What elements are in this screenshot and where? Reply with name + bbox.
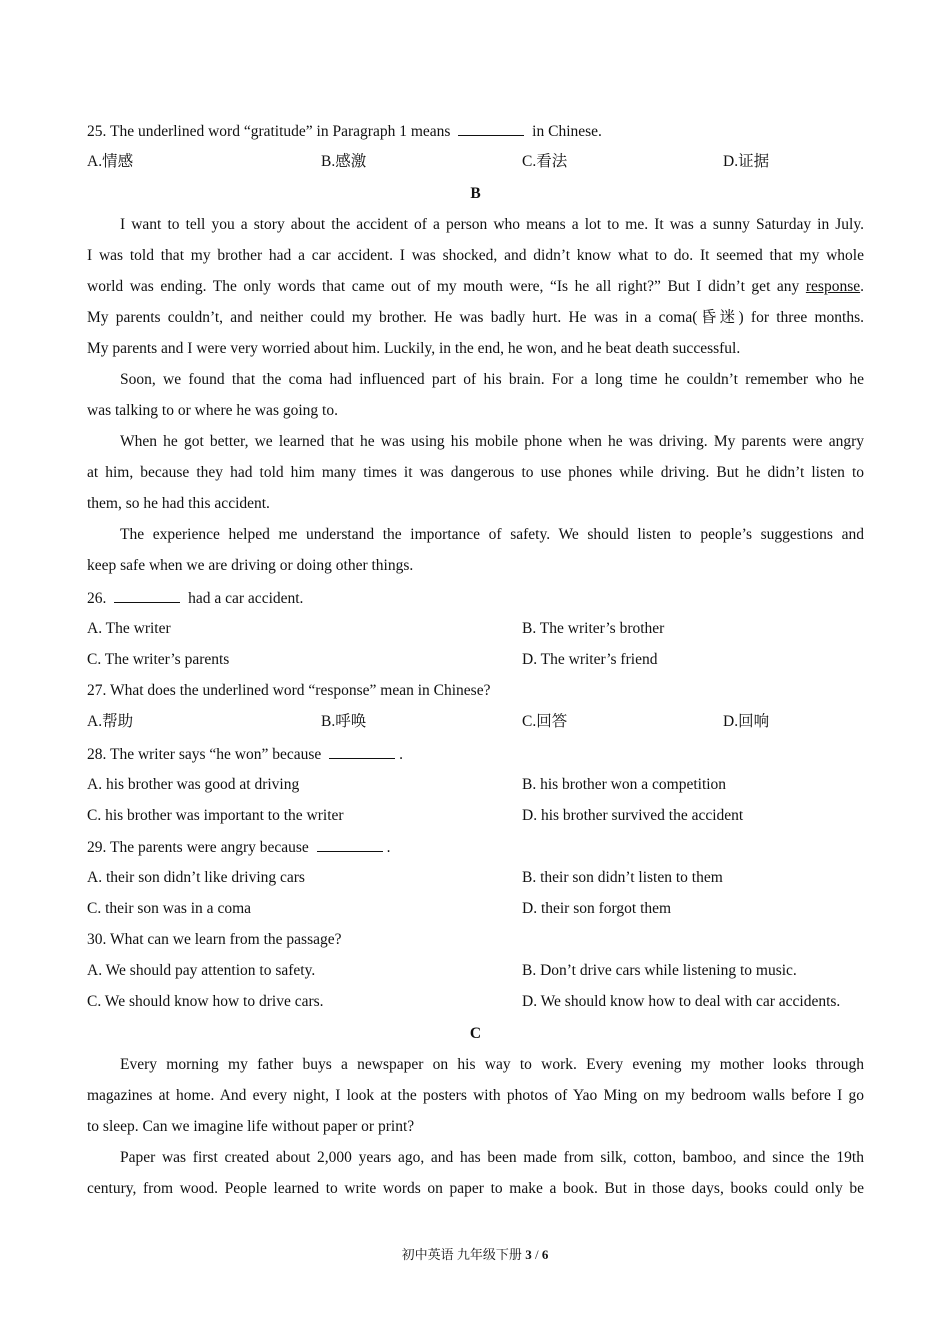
passage-b-line: world was ending. The only words that came out of my mouth were, “Is he all right?” But I didn’t get any response.	[87, 278, 864, 295]
passage-b-line: When he got better, we learned that he was using his mobile phone when he was driving. My parents were angry	[120, 433, 864, 450]
section-c-title: C	[469, 1025, 482, 1042]
passage-c-line: century, from wood. People learned to write words on paper to make a book. But in those days, books could only be	[87, 1180, 864, 1197]
q25-option-b: B.感激	[321, 153, 367, 170]
section-b-title: B	[470, 185, 481, 202]
q25-option-c: C.看法	[522, 153, 568, 170]
q26-option-d: D. The writer’s friend	[522, 651, 658, 668]
passage-b-line: Soon, we found that the coma had influenced part of his brain. For a long time he couldn’t remember who he	[120, 371, 864, 388]
footer-page-total: 6	[541, 1247, 549, 1262]
question-27-stem: 27. What does the underlined word “response” mean in Chinese?	[87, 682, 491, 699]
page-footer	[0, 1246, 950, 1264]
question-28-stem: 28. The writer says “he won” because .	[87, 746, 404, 763]
q30-option-b: B. Don’t drive cars while listening to music.	[522, 962, 797, 979]
passage-b-line: I was told that my brother had a car accident. I was shocked, and didn’t know what to do. It seemed that my whole	[87, 247, 864, 264]
q27-option-d: D.回响	[723, 713, 770, 730]
q29-option-a: A. their son didn’t like driving cars	[87, 869, 305, 886]
passage-b-line: keep safe when we are driving or doing other things.	[87, 557, 414, 574]
q28-option-b: B. his brother won a competition	[522, 776, 727, 793]
passage-c-line: Paper was first created about 2,000 years ago, and has been made from silk, cotton, bamboo, and since the 19th	[120, 1149, 864, 1166]
answer-blank	[317, 837, 383, 852]
passage-c-line: Every morning my father buys a newspaper on his way to work. Every evening my mother looks through	[120, 1056, 864, 1073]
passage-b-line: I want to tell you a story about the accident of a person who means a lot to me. It was a sunny Saturday in July.	[120, 216, 864, 233]
question-25-stem: 25. The underlined word “gratitude” in Paragraph 1 means in Chinese.	[87, 123, 602, 140]
q27-option-a: A.帮助	[87, 713, 134, 730]
q30-option-d: D. We should know how to deal with car accidents.	[522, 993, 841, 1010]
q30-option-a: A. We should pay attention to safety.	[87, 962, 316, 979]
underlined-word-response: response	[805, 278, 861, 295]
passage-b-line: was talking to or where he was going to.	[87, 402, 338, 419]
q26-option-c: C. The writer’s parents	[87, 651, 230, 668]
passage-c-line: magazines at home. And every night, I look at the posters with photos of Yao Ming on my bedroom walls before I go	[87, 1087, 864, 1104]
q26-option-a: A. The writer	[87, 620, 171, 637]
question-29-stem: 29. The parents were angry because .	[87, 839, 391, 856]
q28-option-c: C. his brother was important to the writer	[87, 807, 344, 824]
q29-option-d: D. their son forgot them	[522, 900, 672, 917]
q27-option-b: B.呼唤	[321, 713, 367, 730]
q25-option-a: A.情感	[87, 153, 134, 170]
q29-option-b: B. their son didn’t listen to them	[522, 869, 723, 886]
passage-b-line: them, so he had this accident.	[87, 495, 270, 512]
answer-blank	[329, 744, 395, 759]
answer-blank	[458, 121, 524, 136]
question-30-stem: 30. What can we learn from the passage?	[87, 931, 342, 948]
q28-option-a: A. his brother was good at driving	[87, 776, 300, 793]
footer-separator: /	[534, 1247, 539, 1262]
passage-c-line: to sleep. Can we imagine life without paper or print?	[87, 1118, 415, 1135]
footer-label: 初中英语 九年级下册	[401, 1247, 522, 1262]
answer-blank	[114, 588, 180, 603]
q30-option-c: C. We should know how to drive cars.	[87, 993, 324, 1010]
q29-option-c: C. their son was in a coma	[87, 900, 252, 917]
q25-option-d: D.证据	[723, 153, 770, 170]
passage-b-line: at him, because they had told him many times it was dangerous to use phones while driving. But he didn’t listen to	[87, 464, 864, 481]
q27-option-c: C.回答	[522, 713, 568, 730]
footer-page-number: 3	[525, 1247, 532, 1262]
passage-b-line: The experience helped me understand the importance of safety. We should listen to people’s suggestions and	[120, 526, 864, 543]
q26-option-b: B. The writer’s brother	[522, 620, 665, 637]
passage-b-line: My parents and I were very worried about him. Luckily, in the end, he won, and he beat death successful.	[87, 340, 741, 357]
question-26-stem: 26. had a car accident.	[87, 590, 304, 607]
passage-b-line: My parents couldn’t, and neither could my brother. He was badly hurt. He was in a coma(昏迷) for three months.	[87, 309, 864, 326]
q28-option-d: D. his brother survived the accident	[522, 807, 744, 824]
